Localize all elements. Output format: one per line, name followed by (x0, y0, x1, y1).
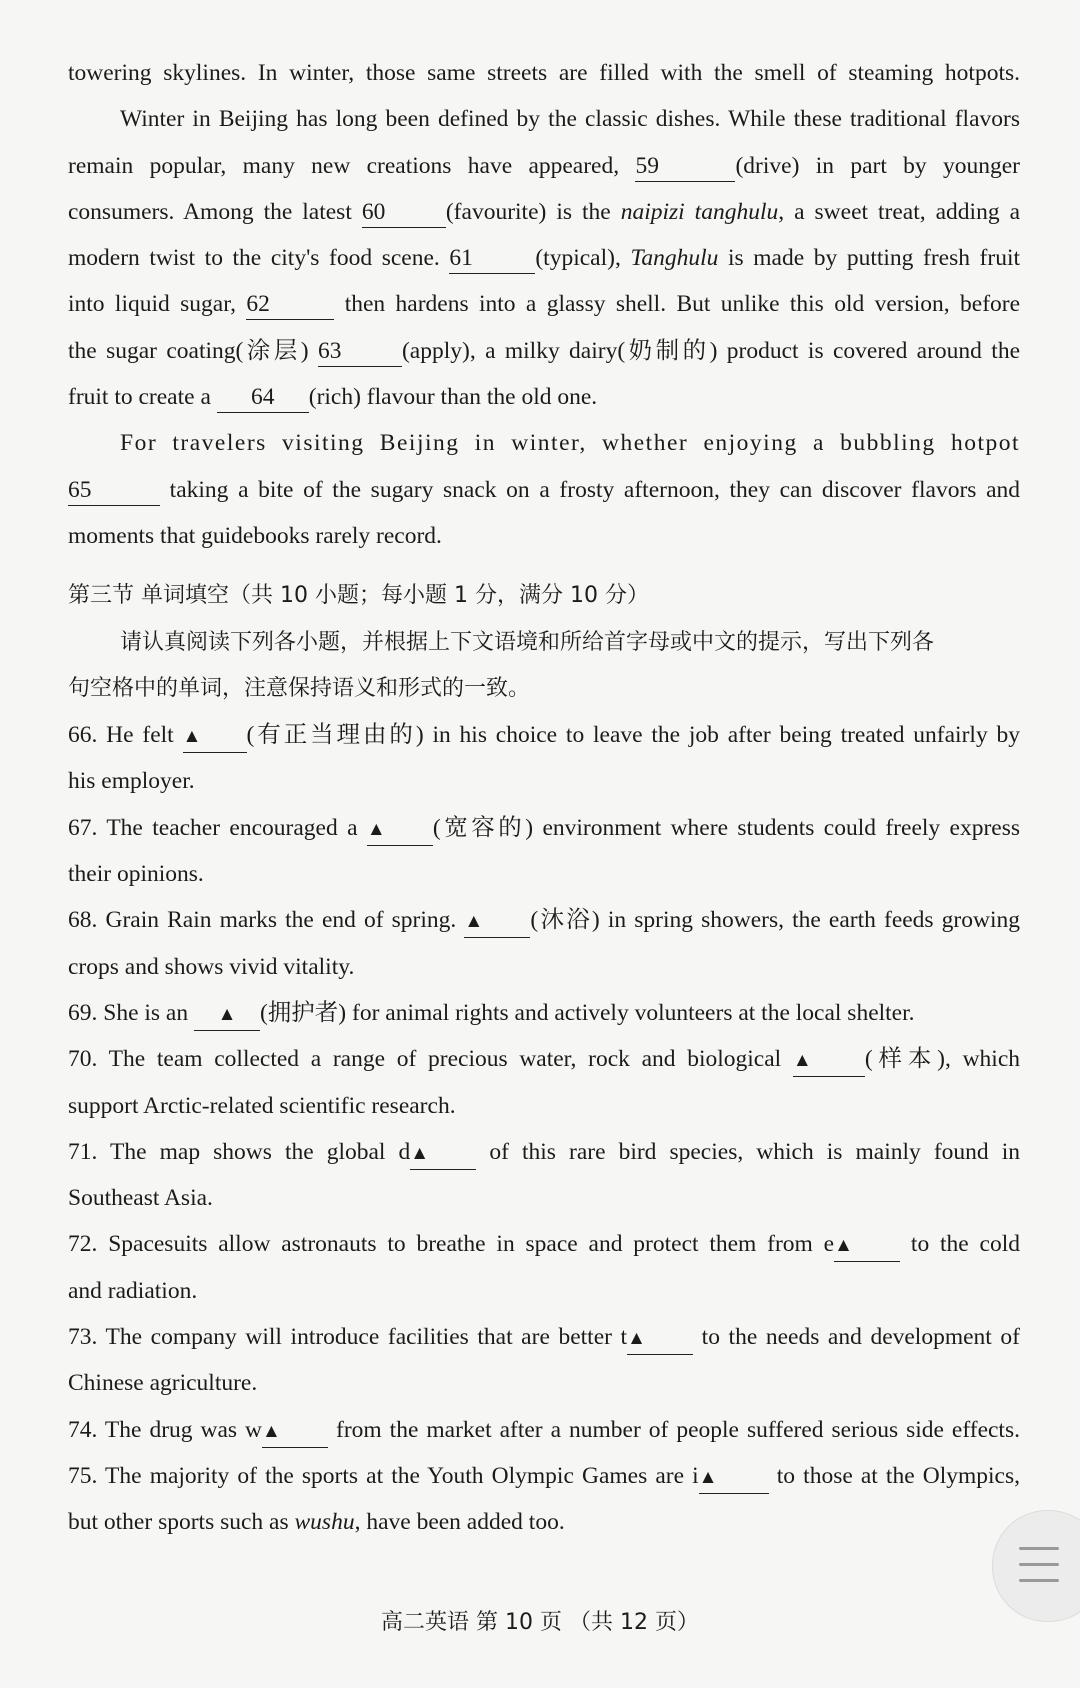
question-66-cont: his employer. (68, 768, 195, 795)
question-73 (68, 1314, 1020, 1360)
answer-blank-75[interactable]: ▲ (699, 1463, 769, 1494)
passage-text: (drive) in part by younger (735, 152, 1020, 179)
question-text: (样本), which (864, 1046, 1020, 1073)
question-text: 71. The map shows the global d (68, 1138, 411, 1165)
answer-blank-73[interactable]: ▲ (627, 1324, 693, 1355)
passage-text: into liquid sugar, (68, 291, 236, 318)
passage-text: taking a bite of the sugary snack on a frosty afternoon, they can discover flavors and (169, 476, 1021, 503)
passage-text: is made by putting fresh fruit (727, 245, 1021, 272)
question-text: to the cold (910, 1231, 1021, 1258)
passage-text: fruit to create a (68, 384, 211, 411)
passage-text: the sugar coating(涂层) (68, 337, 309, 364)
question-71-cont: Southeast Asia. (68, 1185, 213, 1212)
passage-text: (rich) flavour than the old one. (308, 384, 598, 411)
blank-64: 64 (217, 382, 309, 413)
question-71 (68, 1129, 1020, 1175)
answer-blank-71[interactable]: ▲ (410, 1139, 476, 1170)
question-text: 74. The drug was w (68, 1416, 263, 1443)
question-text: (宽容的) environment where students could freely express (432, 814, 1021, 841)
page-footer: 高二英语 第 10 页 （共 12 页） (381, 1610, 699, 1635)
question-67-cont: their opinions. (68, 861, 204, 888)
blank-65: 65 (68, 475, 160, 506)
answer-blank-70[interactable]: ▲ (793, 1046, 865, 1077)
question-text: 69. She is an (68, 999, 189, 1026)
passage-italic: naipizi tanghulu (620, 198, 779, 225)
blank-59: 59 (635, 151, 735, 182)
question-72-cont: and radiation. (68, 1277, 198, 1304)
blank-61: 61 (449, 243, 535, 274)
passage-text: , a sweet treat, adding a (778, 198, 1021, 225)
question-text: 66. He felt (68, 722, 174, 749)
passage-text: (apply), a milky dairy(奶制的) product is covered around the (401, 337, 1021, 364)
question-text: to the needs and development of (701, 1324, 1020, 1351)
question-68-cont: crops and shows vivid vitality. (68, 953, 355, 980)
passage-text: remain popular, many new creations have appeared, (68, 152, 620, 179)
question-text: from the market after a number of people suffered serious side effects. (336, 1416, 1020, 1443)
blank-63: 63 (318, 336, 402, 367)
page-content (68, 50, 1020, 1546)
passage-text: (typical), (535, 245, 621, 272)
passage-line (68, 96, 1020, 142)
section-instructions: 请认真阅读下列各小题，并根据上下文语境和所给首字母或中文的提示，写出下列各 (120, 629, 935, 655)
question-text: to those at the Olympics, (776, 1462, 1021, 1489)
blank-60: 60 (362, 197, 446, 228)
passage-text: moments that guidebooks rarely record. (68, 522, 442, 549)
question-69 (68, 990, 1020, 1036)
section-instructions: 句空格中的单词，注意保持语义和形式的一致。 (68, 675, 531, 701)
question-72 (68, 1221, 1020, 1267)
passage-text: modern twist to the city's food scene. (68, 245, 440, 272)
passage-text: towering skylines. In winter, those same streets are filled with the smell of steaming hotpots. (68, 60, 1020, 86)
passage-line (68, 328, 1020, 374)
answer-blank-69[interactable]: ▲ (194, 1000, 260, 1031)
answer-blank-68[interactable]: ▲ (464, 907, 530, 938)
answer-blank-74[interactable]: ▲ (262, 1417, 328, 1448)
question-text: , have been added too. (354, 1509, 565, 1536)
question-66 (68, 712, 1020, 758)
question-70-cont: support Arctic-related scientific research. (68, 1092, 456, 1119)
menu-icon (1019, 1563, 1059, 1566)
question-text: (拥护者) for animal rights and actively volunteers at the local shelter. (259, 999, 915, 1026)
question-75 (68, 1453, 1020, 1499)
menu-icon (1019, 1579, 1059, 1582)
passage-text: Winter in Beijing has long been defined by the classic dishes. While these traditional flavors (120, 106, 1020, 133)
question-75-cont (68, 1499, 1020, 1545)
passage-text: consumers. Among the latest (68, 198, 352, 225)
passage-line (68, 420, 1020, 466)
passage-line (68, 143, 1020, 189)
question-text: 67. The teacher encouraged a (68, 814, 358, 841)
question-text: 72. Spacesuits allow astronauts to breathe in space and protect them from e (68, 1231, 835, 1258)
answer-blank-72[interactable]: ▲ (834, 1231, 900, 1262)
question-74 (68, 1407, 1020, 1453)
question-67 (68, 805, 1020, 851)
menu-icon (1019, 1547, 1059, 1550)
passage-line (68, 467, 1020, 513)
question-text: of this rare bird species, which is mainly found in (489, 1138, 1021, 1165)
question-text: but other sports such as (68, 1509, 289, 1536)
question-text: (沐浴) in spring showers, the earth feeds growing (530, 907, 1021, 934)
passage-line (68, 235, 1020, 281)
question-68 (68, 897, 1020, 943)
passage-line (68, 513, 1020, 559)
question-italic: wushu (294, 1509, 355, 1536)
passage-line (68, 189, 1020, 235)
passage-text: then hardens into a glassy shell. But unlike this old version, before (344, 291, 1021, 318)
question-text: 70. The team collected a range of precious water, rock and biological (68, 1046, 782, 1073)
question-73-cont: Chinese agriculture. (68, 1370, 258, 1397)
section-heading: 第三节 单词填空（共 10 小题；每小题 1 分，满分 10 分） (68, 583, 649, 609)
passage-text: For travelers visiting Beijing in winter, whether enjoying a bubbling hotpot (120, 430, 1020, 457)
question-text: 68. Grain Rain marks the end of spring. (68, 907, 457, 934)
question-text: (有正当理由的) in his choice to leave the job after being treated unfairly by (246, 722, 1020, 749)
passage-italic: Tanghulu (630, 245, 719, 272)
answer-blank-66[interactable]: ▲ (183, 722, 247, 753)
question-text: 73. The company will introduce facilities that are better t (68, 1324, 628, 1351)
answer-blank-67[interactable]: ▲ (367, 815, 433, 846)
question-text: 75. The majority of the sports at the Youth Olympic Games are i (68, 1462, 699, 1489)
passage-line (68, 374, 1020, 420)
question-70 (68, 1036, 1020, 1082)
passage-line (68, 50, 1020, 96)
blank-62: 62 (246, 289, 334, 320)
passage-line (68, 281, 1020, 327)
passage-text: (favourite) is the (445, 198, 611, 225)
